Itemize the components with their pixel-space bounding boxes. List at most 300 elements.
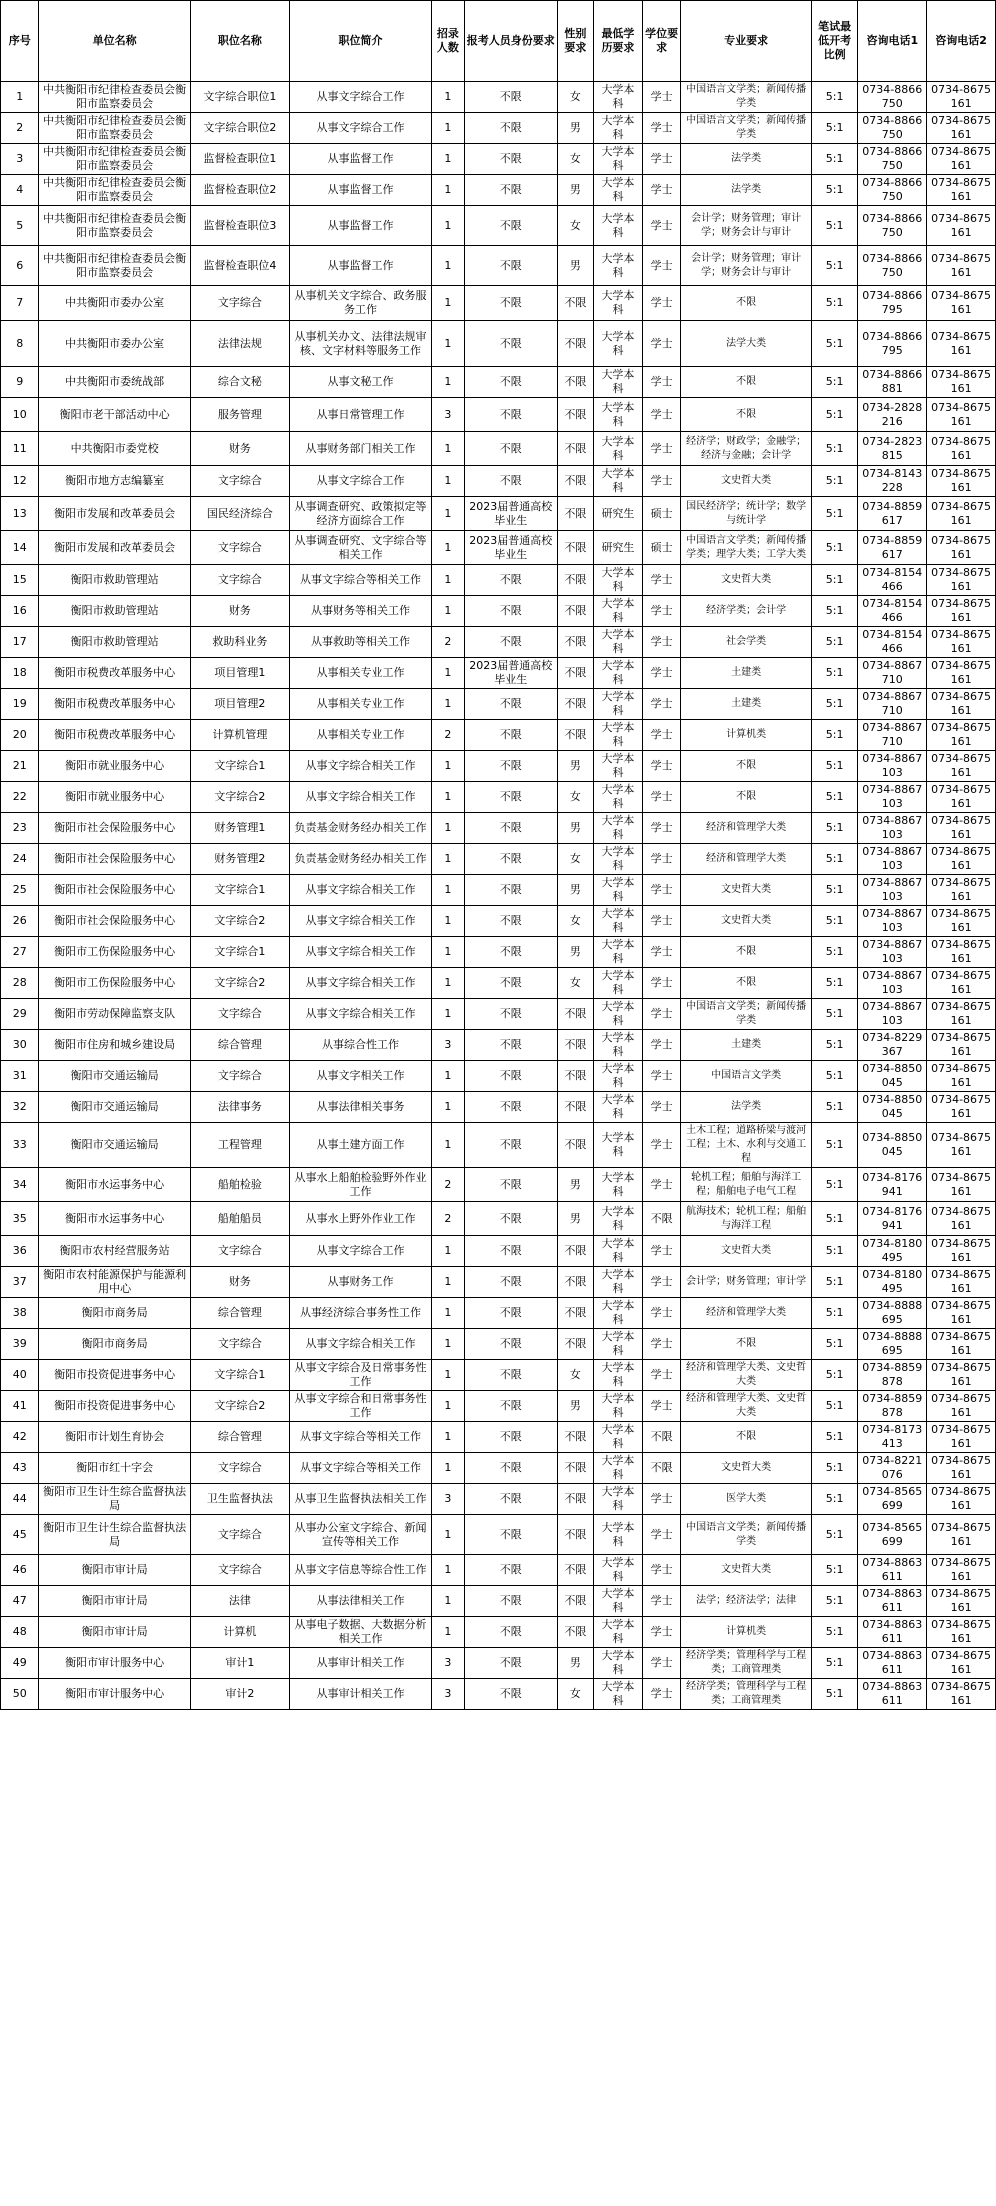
cell-phone-1: 0734-8143228 [858,466,927,497]
cell-seq: 3 [1,144,39,175]
cell-major-req: 不限 [681,286,811,321]
cell-major-req: 医学大类 [681,1484,811,1515]
cell-phone-1: 0734-2828216 [858,398,927,432]
cell-phone-2: 0734-8675161 [927,968,996,999]
cell-min-education: 大学本科 [593,1422,642,1453]
table-row [1,1391,996,1422]
cell-min-education: 大学本科 [593,144,642,175]
cell-major-req: 经济和管理学大类 [681,844,811,875]
cell-seq: 6 [1,246,39,286]
table-row [1,1236,996,1267]
cell-identity-req: 不限 [464,1030,557,1061]
cell-identity-req: 不限 [464,1648,557,1679]
cell-major-req: 不限 [681,968,811,999]
cell-unit-name: 衡阳市审计局 [39,1586,190,1617]
cell-position-name: 国民经济综合 [190,497,289,531]
cell-major-req: 经济学类；会计学 [681,596,811,627]
cell-phone-1: 0734-8154466 [858,596,927,627]
cell-unit-name: 衡阳市农村能源保护与能源利用中心 [39,1267,190,1298]
cell-major-req: 不限 [681,782,811,813]
cell-position-name: 文字综合 [190,466,289,497]
cell-major-req: 中国语言文学类；新闻传播学类；理学大类；工学大类 [681,531,811,565]
cell-identity-req: 不限 [464,1168,557,1202]
cell-degree-req: 学士 [642,658,680,689]
cell-identity-req: 不限 [464,596,557,627]
cell-seq: 18 [1,658,39,689]
cell-degree-req: 学士 [642,627,680,658]
cell-gender-req: 不限 [557,432,593,466]
cell-identity-req: 不限 [464,1555,557,1586]
cell-unit-name: 衡阳市社会保险服务中心 [39,813,190,844]
cell-gender-req: 男 [557,751,593,782]
cell-exam-ratio: 5:1 [811,321,858,367]
table-row [1,596,996,627]
cell-position-desc: 从事文字综合工作 [289,466,431,497]
cell-identity-req: 不限 [464,1236,557,1267]
cell-exam-ratio: 5:1 [811,531,858,565]
cell-phone-2: 0734-8675161 [927,113,996,144]
cell-gender-req: 不限 [557,1061,593,1092]
cell-major-req: 中国语言文学类；新闻传播学类 [681,113,811,144]
cell-major-req: 计算机类 [681,1617,811,1648]
cell-gender-req: 女 [557,782,593,813]
cell-phone-1: 0734-8866795 [858,286,927,321]
cell-major-req: 文史哲大类 [681,906,811,937]
table-row [1,1586,996,1617]
cell-degree-req: 学士 [642,82,680,113]
cell-identity-req: 不限 [464,844,557,875]
cell-position-name: 文字综合 [190,1555,289,1586]
cell-phone-2: 0734-8675161 [927,1360,996,1391]
cell-position-desc: 从事法律相关事务 [289,1092,431,1123]
table-row [1,1360,996,1391]
cell-phone-2: 0734-8675161 [927,82,996,113]
cell-min-education: 大学本科 [593,937,642,968]
cell-unit-name: 中共衡阳市纪律检查委员会衡阳市监察委员会 [39,144,190,175]
table-row [1,906,996,937]
cell-degree-req: 不限 [642,1422,680,1453]
cell-unit-name: 衡阳市发展和改革委员会 [39,531,190,565]
cell-exam-ratio: 5:1 [811,1360,858,1391]
cell-position-name: 财务 [190,596,289,627]
cell-degree-req: 学士 [642,1168,680,1202]
cell-exam-ratio: 5:1 [811,1202,858,1236]
cell-phone-1: 0734-8888695 [858,1329,927,1360]
cell-degree-req: 学士 [642,999,680,1030]
cell-unit-name: 衡阳市红十字会 [39,1453,190,1484]
cell-exam-ratio: 5:1 [811,175,858,206]
cell-major-req: 不限 [681,751,811,782]
cell-major-req: 法学大类 [681,321,811,367]
cell-degree-req: 学士 [642,1515,680,1555]
cell-major-req: 中国语言文学类；新闻传播学类 [681,1515,811,1555]
cell-recruit-count: 1 [432,1555,465,1586]
cell-gender-req: 不限 [557,466,593,497]
cell-min-education: 大学本科 [593,466,642,497]
cell-identity-req: 不限 [464,1617,557,1648]
cell-recruit-count: 1 [432,875,465,906]
cell-recruit-count: 1 [432,968,465,999]
cell-phone-2: 0734-8675161 [927,531,996,565]
cell-recruit-count: 1 [432,1298,465,1329]
table-row [1,1123,996,1168]
cell-phone-1: 0734-8176941 [858,1168,927,1202]
cell-recruit-count: 1 [432,689,465,720]
cell-min-education: 大学本科 [593,1555,642,1586]
cell-recruit-count: 1 [432,658,465,689]
cell-min-education: 大学本科 [593,321,642,367]
cell-position-name: 文字综合 [190,1453,289,1484]
cell-recruit-count: 1 [432,1586,465,1617]
table-row [1,1648,996,1679]
cell-degree-req: 学士 [642,1329,680,1360]
cell-degree-req: 学士 [642,1484,680,1515]
cell-major-req: 文史哲大类 [681,565,811,596]
cell-unit-name: 衡阳市发展和改革委员会 [39,497,190,531]
cell-position-desc: 从事相关专业工作 [289,689,431,720]
cell-phone-2: 0734-8675161 [927,1453,996,1484]
cell-recruit-count: 2 [432,1168,465,1202]
cell-gender-req: 不限 [557,531,593,565]
table-body [1,82,996,1710]
cell-gender-req: 不限 [557,1555,593,1586]
table-row [1,367,996,398]
header-identity-req: 报考人员身份要求 [464,1,557,82]
cell-seq: 5 [1,206,39,246]
cell-recruit-count: 1 [432,813,465,844]
cell-major-req: 经济学类；管理科学与工程类；工商管理类 [681,1648,811,1679]
cell-min-education: 大学本科 [593,246,642,286]
cell-min-education: 大学本科 [593,1515,642,1555]
cell-position-desc: 从事日常管理工作 [289,398,431,432]
cell-unit-name: 衡阳市住房和城乡建设局 [39,1030,190,1061]
cell-seq: 45 [1,1515,39,1555]
cell-identity-req: 不限 [464,937,557,968]
cell-phone-1: 0734-8863611 [858,1648,927,1679]
cell-seq: 26 [1,906,39,937]
cell-phone-1: 0734-8866881 [858,367,927,398]
cell-phone-1: 0734-8180495 [858,1267,927,1298]
cell-phone-2: 0734-8675161 [927,596,996,627]
cell-min-education: 大学本科 [593,1617,642,1648]
cell-phone-2: 0734-8675161 [927,1030,996,1061]
cell-degree-req: 学士 [642,596,680,627]
table-row [1,1555,996,1586]
cell-phone-1: 0734-8888695 [858,1298,927,1329]
cell-unit-name: 衡阳市投资促进事务中心 [39,1391,190,1422]
cell-identity-req: 不限 [464,627,557,658]
cell-exam-ratio: 5:1 [811,286,858,321]
cell-gender-req: 不限 [557,321,593,367]
cell-major-req: 经济和管理学大类、文史哲大类 [681,1360,811,1391]
cell-exam-ratio: 5:1 [811,751,858,782]
cell-phone-1: 0734-8850045 [858,1092,927,1123]
table-row [1,1168,996,1202]
cell-phone-2: 0734-8675161 [927,206,996,246]
cell-phone-2: 0734-8675161 [927,565,996,596]
cell-phone-1: 0734-8859878 [858,1360,927,1391]
cell-position-name: 监督检查职位4 [190,246,289,286]
cell-identity-req: 不限 [464,906,557,937]
cell-position-desc: 从事财务部门相关工作 [289,432,431,466]
cell-seq: 19 [1,689,39,720]
cell-exam-ratio: 5:1 [811,206,858,246]
cell-degree-req: 学士 [642,813,680,844]
cell-position-desc: 从事文字综合相关工作 [289,875,431,906]
cell-gender-req: 男 [557,1202,593,1236]
cell-phone-2: 0734-8675161 [927,1617,996,1648]
cell-min-education: 大学本科 [593,1202,642,1236]
cell-identity-req: 不限 [464,1679,557,1710]
cell-degree-req: 学士 [642,1586,680,1617]
cell-position-desc: 从事文字综合相关工作 [289,937,431,968]
table-row [1,627,996,658]
cell-degree-req: 学士 [642,1298,680,1329]
cell-phone-2: 0734-8675161 [927,1422,996,1453]
cell-position-name: 文字综合1 [190,1360,289,1391]
cell-unit-name: 中共衡阳市纪律检查委员会衡阳市监察委员会 [39,82,190,113]
cell-phone-1: 0734-8850045 [858,1061,927,1092]
cell-seq: 9 [1,367,39,398]
cell-degree-req: 硕士 [642,531,680,565]
cell-degree-req: 学士 [642,321,680,367]
cell-identity-req: 不限 [464,1329,557,1360]
cell-position-name: 文字综合职位1 [190,82,289,113]
cell-phone-2: 0734-8675161 [927,1586,996,1617]
cell-identity-req: 不限 [464,1515,557,1555]
cell-phone-2: 0734-8675161 [927,286,996,321]
cell-position-desc: 从事文字综合工作 [289,82,431,113]
cell-exam-ratio: 5:1 [811,1555,858,1586]
cell-recruit-count: 1 [432,844,465,875]
table-row [1,321,996,367]
cell-phone-1: 0734-8565699 [858,1484,927,1515]
cell-phone-1: 0734-8154466 [858,627,927,658]
cell-identity-req: 不限 [464,782,557,813]
cell-identity-req: 不限 [464,565,557,596]
cell-gender-req: 女 [557,1679,593,1710]
cell-identity-req: 不限 [464,1360,557,1391]
cell-phone-1: 0734-8154466 [858,565,927,596]
cell-seq: 4 [1,175,39,206]
cell-position-name: 法律 [190,1586,289,1617]
cell-phone-1: 0734-8867103 [858,906,927,937]
cell-gender-req: 不限 [557,286,593,321]
cell-position-desc: 从事监督工作 [289,206,431,246]
cell-exam-ratio: 5:1 [811,82,858,113]
cell-position-desc: 负责基金财务经办相关工作 [289,813,431,844]
cell-phone-2: 0734-8675161 [927,367,996,398]
cell-seq: 11 [1,432,39,466]
table-row [1,720,996,751]
cell-gender-req: 女 [557,968,593,999]
cell-recruit-count: 1 [432,1092,465,1123]
cell-position-name: 文字综合 [190,1236,289,1267]
table-row [1,432,996,466]
cell-gender-req: 不限 [557,1515,593,1555]
cell-degree-req: 学士 [642,782,680,813]
cell-position-desc: 从事文字综合工作 [289,113,431,144]
cell-exam-ratio: 5:1 [811,1422,858,1453]
cell-position-name: 计算机管理 [190,720,289,751]
cell-position-name: 计算机 [190,1617,289,1648]
cell-degree-req: 学士 [642,1123,680,1168]
cell-min-education: 大学本科 [593,432,642,466]
cell-position-desc: 从事水上野外作业工作 [289,1202,431,1236]
cell-identity-req: 不限 [464,321,557,367]
cell-gender-req: 不限 [557,398,593,432]
cell-min-education: 大学本科 [593,206,642,246]
table-row [1,1061,996,1092]
cell-seq: 24 [1,844,39,875]
cell-degree-req: 学士 [642,1617,680,1648]
cell-identity-req: 2023届普通高校毕业生 [464,531,557,565]
cell-exam-ratio: 5:1 [811,432,858,466]
cell-phone-2: 0734-8675161 [927,1123,996,1168]
cell-gender-req: 不限 [557,999,593,1030]
cell-min-education: 大学本科 [593,782,642,813]
cell-position-name: 项目管理1 [190,658,289,689]
header-recruit-count: 招录人数 [432,1,465,82]
cell-min-education: 大学本科 [593,1329,642,1360]
cell-phone-2: 0734-8675161 [927,321,996,367]
cell-position-name: 法律事务 [190,1092,289,1123]
cell-position-name: 财务管理1 [190,813,289,844]
cell-phone-1: 0734-8867103 [858,937,927,968]
cell-major-req: 计算机类 [681,720,811,751]
cell-unit-name: 衡阳市税费改革服务中心 [39,658,190,689]
cell-exam-ratio: 5:1 [811,113,858,144]
cell-phone-1: 0734-8859617 [858,531,927,565]
cell-position-desc: 从事救助等相关工作 [289,627,431,658]
cell-gender-req: 男 [557,875,593,906]
cell-min-education: 大学本科 [593,398,642,432]
cell-phone-2: 0734-8675161 [927,813,996,844]
cell-major-req: 航海技术；轮机工程；船舶与海洋工程 [681,1202,811,1236]
cell-degree-req: 学士 [642,1555,680,1586]
cell-min-education: 大学本科 [593,720,642,751]
cell-position-desc: 从事文字综合等相关工作 [289,1453,431,1484]
table-row [1,565,996,596]
header-phone-2: 咨询电话2 [927,1,996,82]
cell-identity-req: 不限 [464,875,557,906]
cell-min-education: 大学本科 [593,751,642,782]
cell-min-education: 大学本科 [593,367,642,398]
cell-major-req: 会计学；财务管理；审计学；财务会计与审计 [681,246,811,286]
cell-recruit-count: 1 [432,1267,465,1298]
cell-major-req: 土建类 [681,1030,811,1061]
cell-phone-2: 0734-8675161 [927,246,996,286]
cell-position-name: 文字综合 [190,1329,289,1360]
cell-phone-2: 0734-8675161 [927,1168,996,1202]
cell-phone-1: 0734-8565699 [858,1515,927,1555]
cell-recruit-count: 1 [432,1329,465,1360]
cell-position-name: 文字综合1 [190,937,289,968]
cell-major-req: 法学类 [681,1092,811,1123]
cell-gender-req: 不限 [557,1453,593,1484]
cell-recruit-count: 3 [432,1030,465,1061]
cell-unit-name: 中共衡阳市委统战部 [39,367,190,398]
cell-degree-req: 学士 [642,1061,680,1092]
cell-phone-1: 0734-8863611 [858,1617,927,1648]
cell-gender-req: 不限 [557,1329,593,1360]
cell-gender-req: 男 [557,937,593,968]
cell-position-desc: 从事审计相关工作 [289,1648,431,1679]
cell-identity-req: 不限 [464,144,557,175]
cell-recruit-count: 1 [432,321,465,367]
cell-major-req: 法学类 [681,144,811,175]
cell-unit-name: 中共衡阳市委党校 [39,432,190,466]
cell-exam-ratio: 5:1 [811,1391,858,1422]
cell-gender-req: 男 [557,1648,593,1679]
cell-position-desc: 负责基金财务经办相关工作 [289,844,431,875]
cell-identity-req: 不限 [464,286,557,321]
cell-position-name: 救助科业务 [190,627,289,658]
table-row [1,206,996,246]
cell-phone-1: 0734-8863611 [858,1555,927,1586]
cell-unit-name: 衡阳市劳动保障监察支队 [39,999,190,1030]
cell-degree-req: 学士 [642,844,680,875]
cell-exam-ratio: 5:1 [811,596,858,627]
cell-seq: 50 [1,1679,39,1710]
cell-gender-req: 不限 [557,1484,593,1515]
header-position-desc: 职位简介 [289,1,431,82]
cell-position-name: 文字综合2 [190,1391,289,1422]
cell-position-name: 综合管理 [190,1422,289,1453]
cell-unit-name: 中共衡阳市委办公室 [39,286,190,321]
cell-degree-req: 学士 [642,968,680,999]
table-row [1,1422,996,1453]
cell-recruit-count: 1 [432,1453,465,1484]
table-row [1,875,996,906]
cell-seq: 40 [1,1360,39,1391]
cell-gender-req: 女 [557,82,593,113]
cell-phone-1: 0734-2823815 [858,432,927,466]
cell-position-desc: 从事文字综合相关工作 [289,751,431,782]
cell-degree-req: 学士 [642,175,680,206]
cell-position-name: 文字综合 [190,1061,289,1092]
table-header [1,1,996,82]
table-row [1,937,996,968]
cell-phone-2: 0734-8675161 [927,1648,996,1679]
table-row [1,175,996,206]
table-row [1,113,996,144]
cell-gender-req: 不限 [557,1586,593,1617]
cell-unit-name: 衡阳市交通运输局 [39,1123,190,1168]
cell-identity-req: 不限 [464,175,557,206]
cell-recruit-count: 1 [432,937,465,968]
cell-phone-2: 0734-8675161 [927,1679,996,1710]
cell-gender-req: 男 [557,175,593,206]
table-row [1,751,996,782]
cell-min-education: 大学本科 [593,1360,642,1391]
cell-major-req: 土建类 [681,658,811,689]
cell-phone-1: 0734-8866795 [858,321,927,367]
cell-major-req: 经济和管理学大类 [681,1298,811,1329]
cell-degree-req: 学士 [642,689,680,720]
table-row [1,531,996,565]
cell-unit-name: 衡阳市社会保险服务中心 [39,906,190,937]
cell-seq: 2 [1,113,39,144]
cell-gender-req: 不限 [557,627,593,658]
cell-unit-name: 衡阳市卫生计生综合监督执法局 [39,1515,190,1555]
cell-degree-req: 学士 [642,246,680,286]
cell-position-desc: 从事卫生监督执法相关工作 [289,1484,431,1515]
table-row [1,689,996,720]
cell-major-req: 不限 [681,1422,811,1453]
cell-position-desc: 从事文字综合等相关工作 [289,1422,431,1453]
cell-recruit-count: 1 [432,1422,465,1453]
